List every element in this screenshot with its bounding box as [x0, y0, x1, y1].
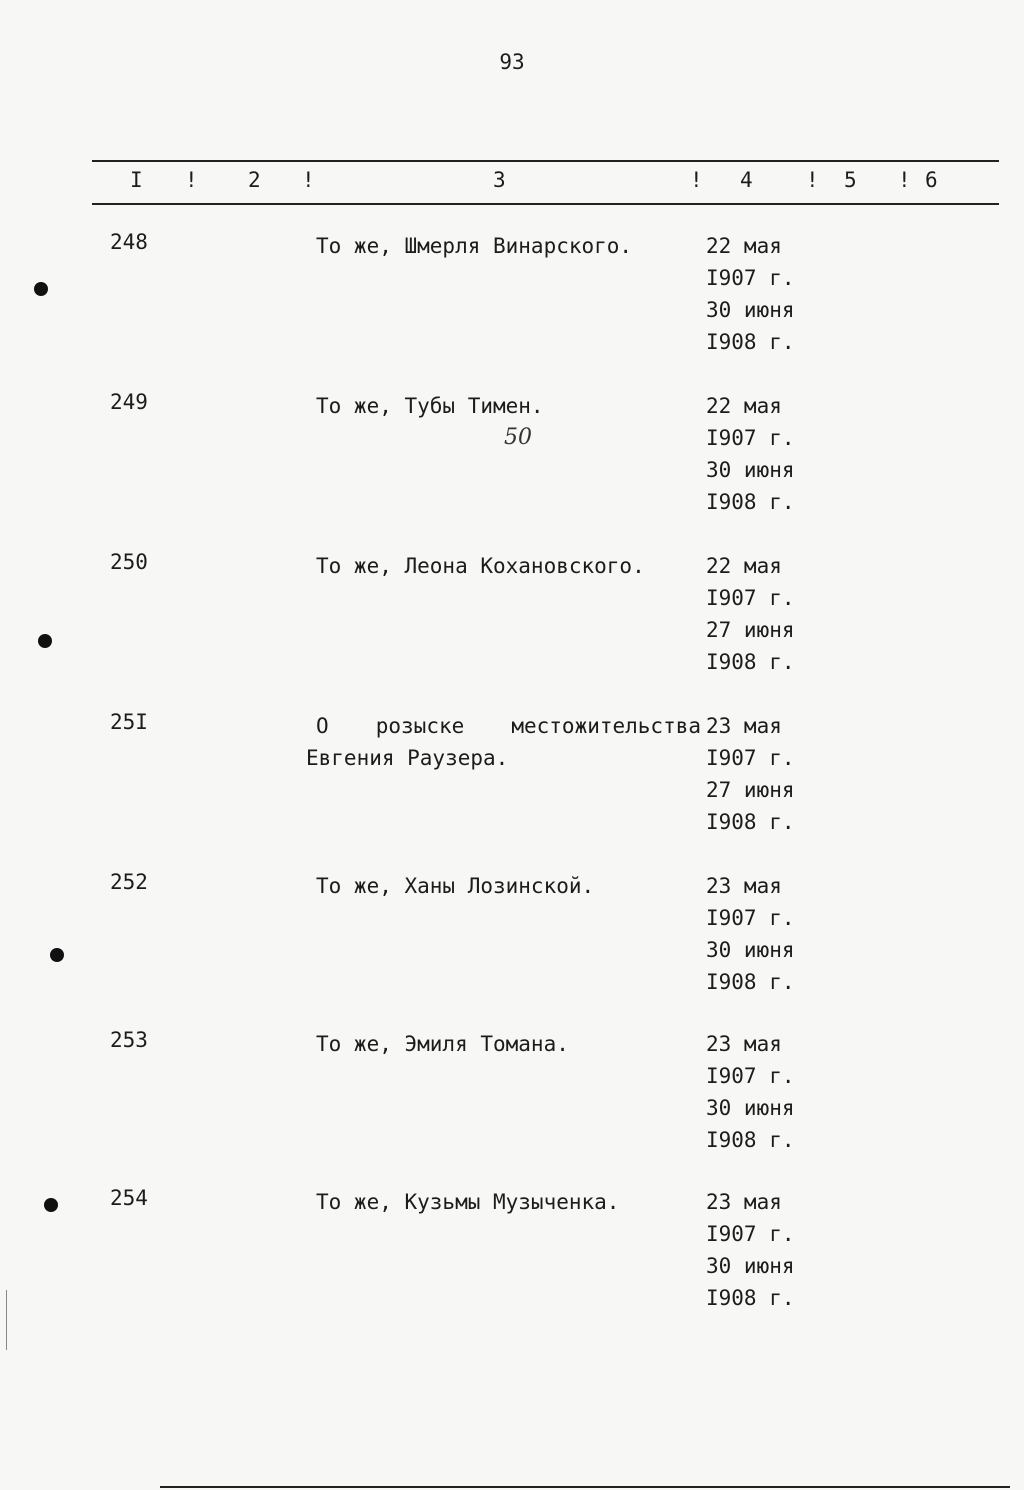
date-start-year: I907 г. — [706, 1064, 795, 1088]
page-number: 93 — [499, 50, 525, 74]
date-start-year: I907 г. — [706, 266, 795, 290]
column-header-5: 5 — [844, 168, 857, 192]
date-start: 23 мая — [706, 874, 782, 898]
date-end-year: I908 г. — [706, 330, 795, 354]
row-number: 248 — [110, 230, 148, 254]
row-dates — [706, 230, 795, 358]
table-row — [0, 710, 1024, 840]
row-number: 254 — [110, 1186, 148, 1210]
date-start-year: I907 г. — [706, 906, 795, 930]
row-dates — [706, 390, 795, 518]
date-end-year: I908 г. — [706, 490, 795, 514]
table-row — [0, 1028, 1024, 1158]
row-description: То же, Ханы Лозинской. — [316, 874, 595, 898]
handwritten-note: 50 — [504, 425, 532, 450]
table-row — [0, 230, 1024, 360]
table-row — [0, 550, 1024, 680]
date-start: 23 мая — [706, 1032, 782, 1056]
row-description: То же, Шмерля Винарского. — [316, 234, 633, 258]
binder-hole-mark — [50, 948, 64, 962]
date-end-year: I908 г. — [706, 1128, 795, 1152]
page-bottom-rule — [160, 1486, 1010, 1488]
column-separator: ! — [690, 168, 703, 192]
row-description: То же, Леона Кохановского. — [316, 554, 645, 578]
column-separator: ! — [898, 168, 911, 192]
table-row — [0, 390, 1024, 520]
date-start: 22 мая — [706, 234, 782, 258]
column-header-6: 6 — [925, 168, 938, 192]
column-separator: ! — [185, 168, 198, 192]
column-header-3: 3 — [493, 168, 506, 192]
table-top-rule — [92, 160, 999, 162]
column-header-2: 2 — [248, 168, 261, 192]
row-dates — [706, 1028, 795, 1156]
date-end: 30 июня — [706, 1096, 795, 1120]
table-header-rule — [92, 203, 999, 205]
binder-hole-mark — [38, 634, 52, 648]
date-start-year: I907 г. — [706, 746, 795, 770]
row-number: 253 — [110, 1028, 148, 1052]
date-start: 23 мая — [706, 1190, 782, 1214]
date-start: 22 мая — [706, 394, 782, 418]
row-number: 252 — [110, 870, 148, 894]
date-start-year: I907 г. — [706, 1222, 795, 1246]
date-end-year: I908 г. — [706, 650, 795, 674]
binder-hole-mark — [34, 282, 48, 296]
date-end: 30 июня — [706, 938, 795, 962]
row-number: 250 — [110, 550, 148, 574]
row-dates — [706, 550, 795, 678]
row-description: То же, Эмиля Томана. — [316, 1032, 569, 1056]
date-end: 27 июня — [706, 778, 795, 802]
date-end: 30 июня — [706, 298, 795, 322]
date-start-year: I907 г. — [706, 426, 795, 450]
row-dates — [706, 1186, 795, 1314]
row-description: То же, Тубы Тимен. — [316, 394, 544, 418]
date-start: 23 мая — [706, 714, 782, 738]
date-start: 22 мая — [706, 554, 782, 578]
row-number: 249 — [110, 390, 148, 414]
date-end-year: I908 г. — [706, 810, 795, 834]
date-end: 30 июня — [706, 458, 795, 482]
row-dates — [706, 710, 795, 838]
date-end: 27 июня — [706, 618, 795, 642]
date-start-year: I907 г. — [706, 586, 795, 610]
date-end: 30 июня — [706, 1254, 795, 1278]
binder-hole-mark — [44, 1198, 58, 1212]
row-dates — [706, 870, 795, 998]
date-end-year: I908 г. — [706, 970, 795, 994]
column-header-1: I — [130, 168, 143, 192]
column-separator: ! — [806, 168, 819, 192]
column-separator: ! — [302, 168, 315, 192]
row-description: То же, Кузьмы Музыченка. — [316, 1190, 620, 1214]
row-description: О розыске местожительства Евгения Раузера. — [306, 714, 701, 770]
margin-mark — [6, 1290, 7, 1350]
column-header-4: 4 — [740, 168, 753, 192]
date-end-year: I908 г. — [706, 1286, 795, 1310]
table-row — [0, 870, 1024, 1000]
table-row — [0, 1186, 1024, 1316]
row-number: 25I — [110, 710, 148, 734]
